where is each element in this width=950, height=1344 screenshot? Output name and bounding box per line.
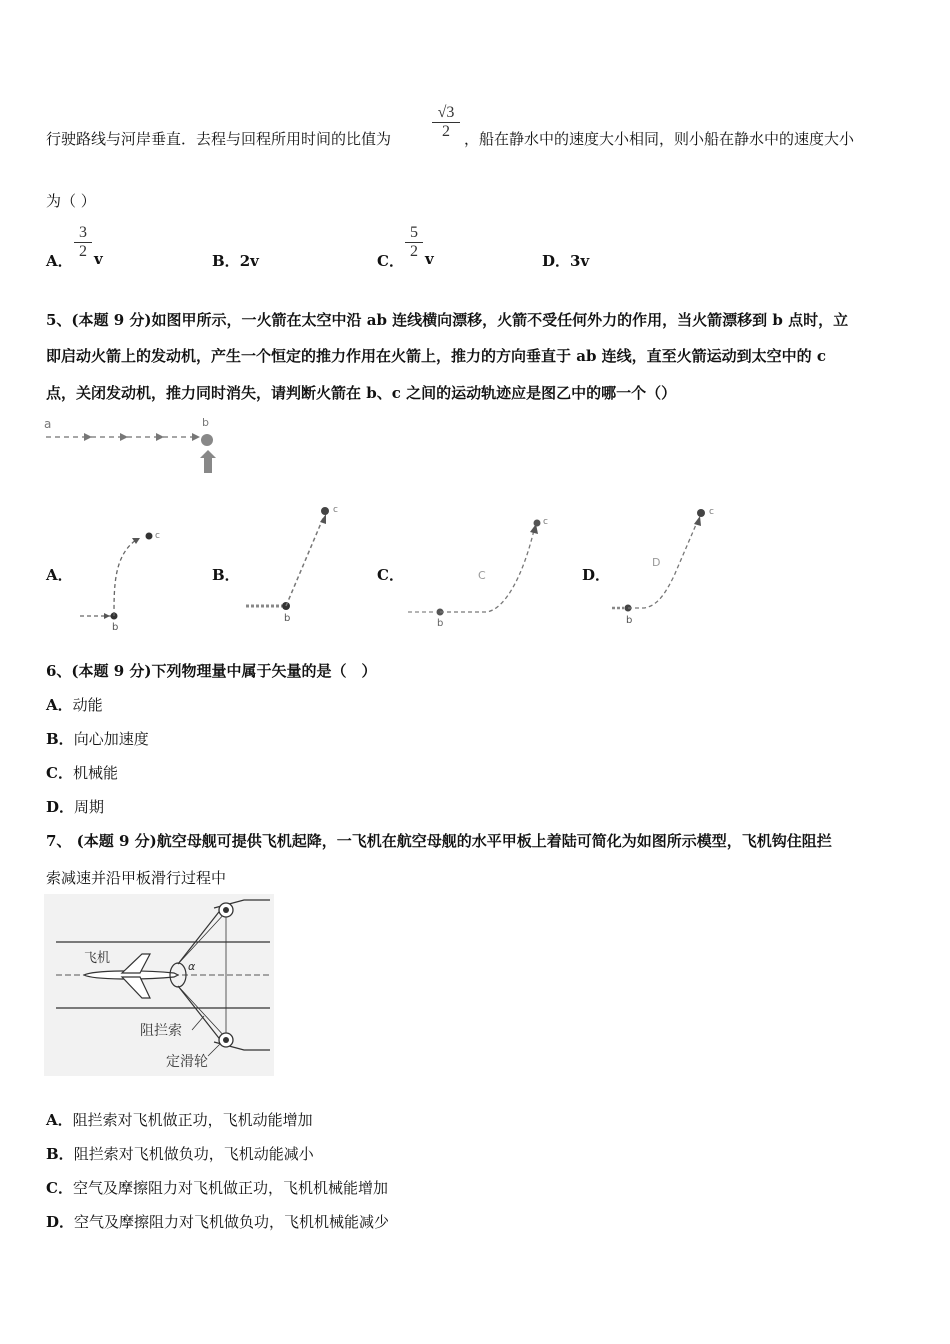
q5-option-a: A． [46,566,73,584]
fig-b-label-c: c [333,505,338,515]
fig-c-point-c [534,520,541,527]
fig7-label-cable: 阻拦索 [140,1023,182,1039]
fig-b-trajectory [286,516,324,606]
q7-option-a: A．阻拦索对飞机做正功，飞机动能增加 [46,1111,313,1129]
fig-jia-label-a: a [44,417,52,431]
q4-option-a-suffix: v [94,250,103,268]
fig7-label-plane: 飞机 [84,951,111,966]
fig-a-point-c [146,533,153,540]
q6-option-c: C．机械能 [46,764,118,782]
q4-option-b: B．2v [212,252,259,270]
fig-b-traj-arrow [320,514,326,524]
fig7-pulley-bottom-hub [223,1037,229,1043]
fig-a-traj-arrow [132,538,140,544]
fig-jia-arrow-1 [84,433,92,441]
q5-option-b: B． [212,566,240,584]
q4-option-d: D．3v [542,252,590,270]
q6-stem: 6、(本题 9 分)下列物理量中属于矢量的是（ ） [46,662,377,680]
fig-b-point-c [321,507,329,515]
q7-line2: 索减速并沿甲板滑行过程中 [46,869,227,887]
q5-line3: 点，关闭发动机，推力同时消失，请判断火箭在 b、c 之间的运动轨迹应是图乙中的哪一个（） [46,384,677,402]
fig-d-label-b: b [626,615,633,626]
fig7-label-pulley: 定滑轮 [166,1054,208,1070]
fig-d-option-mark: D [652,556,661,569]
fig-c-option-mark: C [478,569,486,582]
q7-figure-carrier [44,894,274,1076]
fig-a-trajectory [114,540,136,616]
q5-option-d: D． [582,566,611,584]
fig-jia-label-b: b [202,416,209,429]
fig-b-label-b: b [284,613,291,624]
q7-option-d: D．空气及摩擦阻力对飞机做负功，飞机机械能减少 [46,1213,390,1231]
fig-a-label-b: b [112,622,119,633]
q4-line1-rest: ，船在静水中的速度大小相同，则小船在静水中的速度大小 [464,130,855,148]
q5-figure-a [76,526,166,634]
fig-d-label-c: c [709,507,714,517]
fig-jia-arrow-4 [192,433,200,441]
fig-d-point-c [697,509,705,517]
q4-line2: 为（ ） [46,192,96,210]
q4-option-a-letter: A． [46,252,73,270]
q5-figure-b [244,500,354,630]
q5-line1: 5、(本题 9 分)如图甲所示，一火箭在太空中沿 ab 连线横向漂移，火箭不受任何外力的作用，当火箭漂移到 b 点时，立 [46,311,849,329]
q5-figure-d [610,502,730,630]
fig-d-traj-arrow [694,516,701,526]
q6-option-a: A．动能 [46,696,103,714]
q7-line1: 7、 (本题 9 分)航空母舰可提供飞机起降，一飞机在航空母舰的水平甲板上着陆可简化为如图所示模型，飞机钩住阻拦 [46,832,832,850]
q4-ratio-fraction: $\frac{√3}{2}$ [432,104,460,141]
fig-a-label-c: c [155,531,160,541]
fig-jia-arrow-3 [156,433,164,441]
fig-d-trajectory [628,520,698,608]
fig-a-arrow [104,613,110,619]
q6-option-b: B．向心加速度 [46,730,149,748]
q4-option-c-letter: C． [377,252,404,270]
q4-line1: 行驶路线与河岸垂直．去程与回程所用时间的比值为 [46,130,392,148]
q5-figure-c [406,512,556,630]
fig-c-label-b: b [437,618,444,629]
fig-jia-arrow-2 [120,433,128,441]
q4-option-a-fraction: $\frac{3}{2}$ [74,224,92,261]
fig7-pulley-top-hub [223,907,229,913]
q5-option-c: C． [377,566,404,584]
q6-option-d: D．周期 [46,798,105,816]
q5-line2: 即启动火箭上的发动机，产生一个恒定的推力作用在火箭上，推力的方向垂直于 ab 连线，直至火箭运动到太空中的 c [46,347,827,365]
q7-option-b: B．阻拦索对飞机做负功，飞机动能减小 [46,1145,314,1163]
q5-figure-jia [40,412,230,478]
q7-option-c: C．空气及摩擦阻力对飞机做正功，飞机机械能增加 [46,1179,388,1197]
fig-jia-thrust-shaft [204,457,212,473]
fig-jia-thrust-arrow [200,450,216,458]
fig-c-label-c: c [543,517,548,527]
q4-option-c-suffix: v [425,250,434,268]
fig-jia-rocket [201,434,213,446]
fig-c-trajectory [440,530,534,612]
fig7-label-alpha: α [188,960,196,973]
q4-option-c-fraction: $\frac{5}{2}$ [405,224,423,261]
